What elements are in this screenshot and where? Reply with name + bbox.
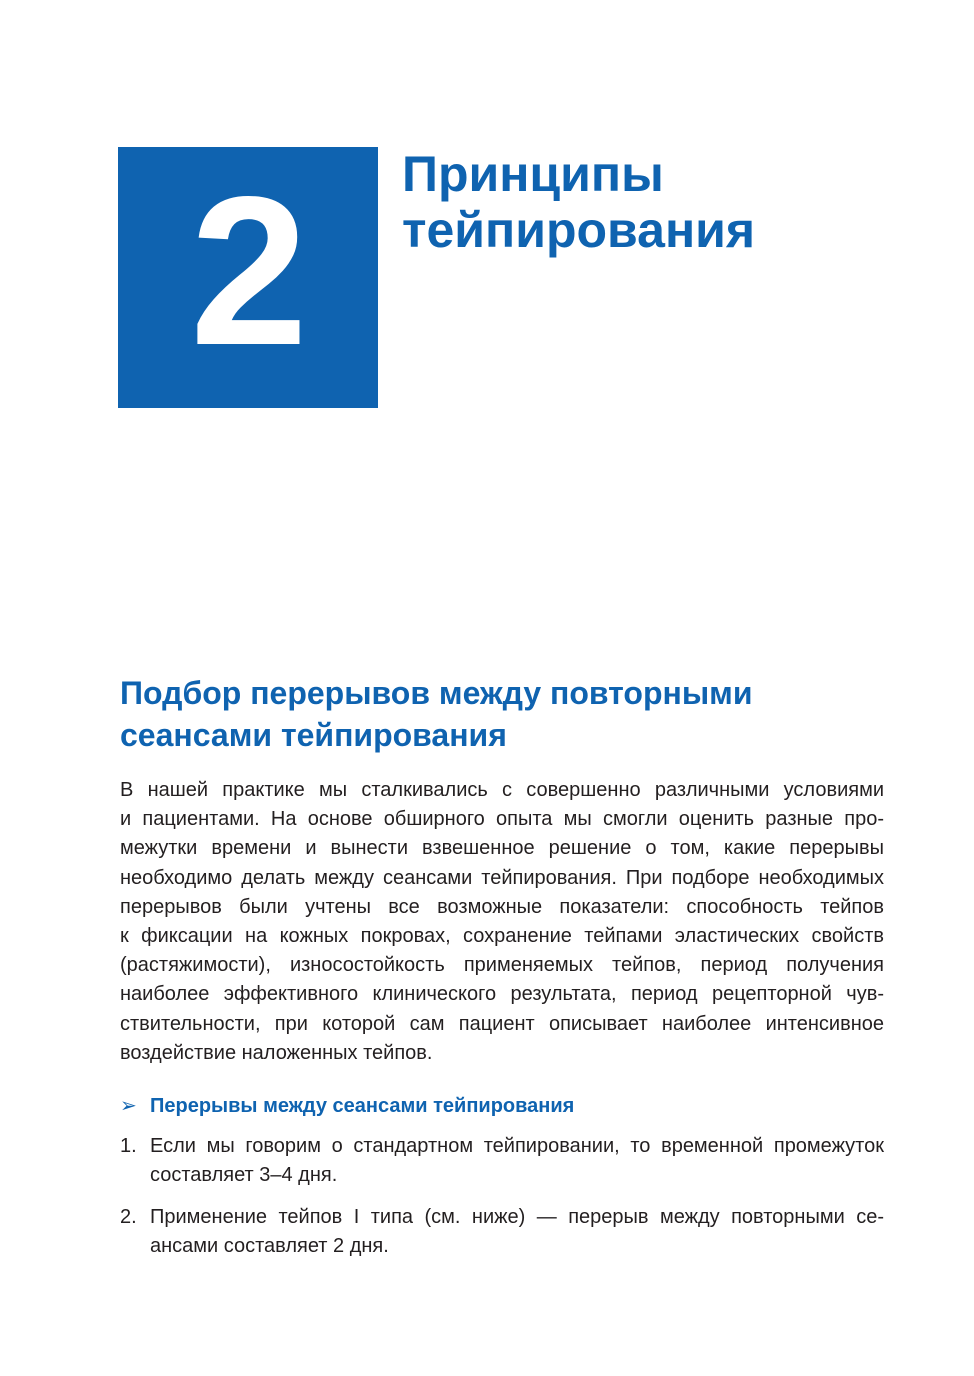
body-line: к фиксации на кожных покровах, сохранение тейпами эластических свойств [120,925,884,948]
body-line: ствительности, при которой сам пациент описывает наиболее интенсивное [120,1012,884,1035]
list-item-text [150,1132,884,1190]
body-line: межутки времени и вынести взвешенное решение о том, какие перерывы [120,837,884,860]
body-line: В нашей практике мы сталкивались с совершенно различными условиями [120,779,884,801]
chapter-title-line: тейпирования [402,202,756,258]
body-line: необходимо делать между сеансами тейпирования. При подборе необходимых [120,866,884,889]
section-title-line: сеансами тейпирования [120,717,507,753]
body-line: воздействие наложенных тейпов. [120,1041,433,1064]
body-line: наиболее эффективного клинического результата, период рецепторной чув- [120,983,884,1006]
chapter-number-box [118,147,378,408]
chapter-title-line: Принципы [402,146,664,202]
arrowhead-bullet-icon: ➢ [120,1095,137,1117]
section-title-line: Подбор перерывов между повторными [120,675,753,711]
body-paragraph [120,776,884,1068]
subheading [120,1092,884,1120]
list-item-number: 2. [120,1206,137,1228]
chapter-title [402,146,755,258]
list-item-line: ансами составляет 2 дня. [150,1235,389,1258]
chapter-number: 2 [190,152,306,389]
list-item-number: 1. [120,1135,137,1157]
body-line: и пациентами. На основе обширного опыта мы смогли оценить разные про- [120,808,884,831]
section-title [120,672,880,756]
subheading-label: Перерывы между сеансами тейпирования [150,1095,575,1117]
list-item-line: Если мы говорим о стандартном тейпировании, то временной промежуток [150,1135,884,1157]
body-line: перерывов были учтены все возможные показатели: способность тейпов [120,895,884,918]
list-item-line: Применение тейпов I типа (см. ниже) — перерыв между повторными се- [150,1206,884,1228]
list-item-line: составляет 3–4 дня. [150,1164,338,1187]
body-line: (растяжимости), износостойкость применяемых тейпов, период получения [120,954,884,977]
list-item-text [150,1203,884,1261]
